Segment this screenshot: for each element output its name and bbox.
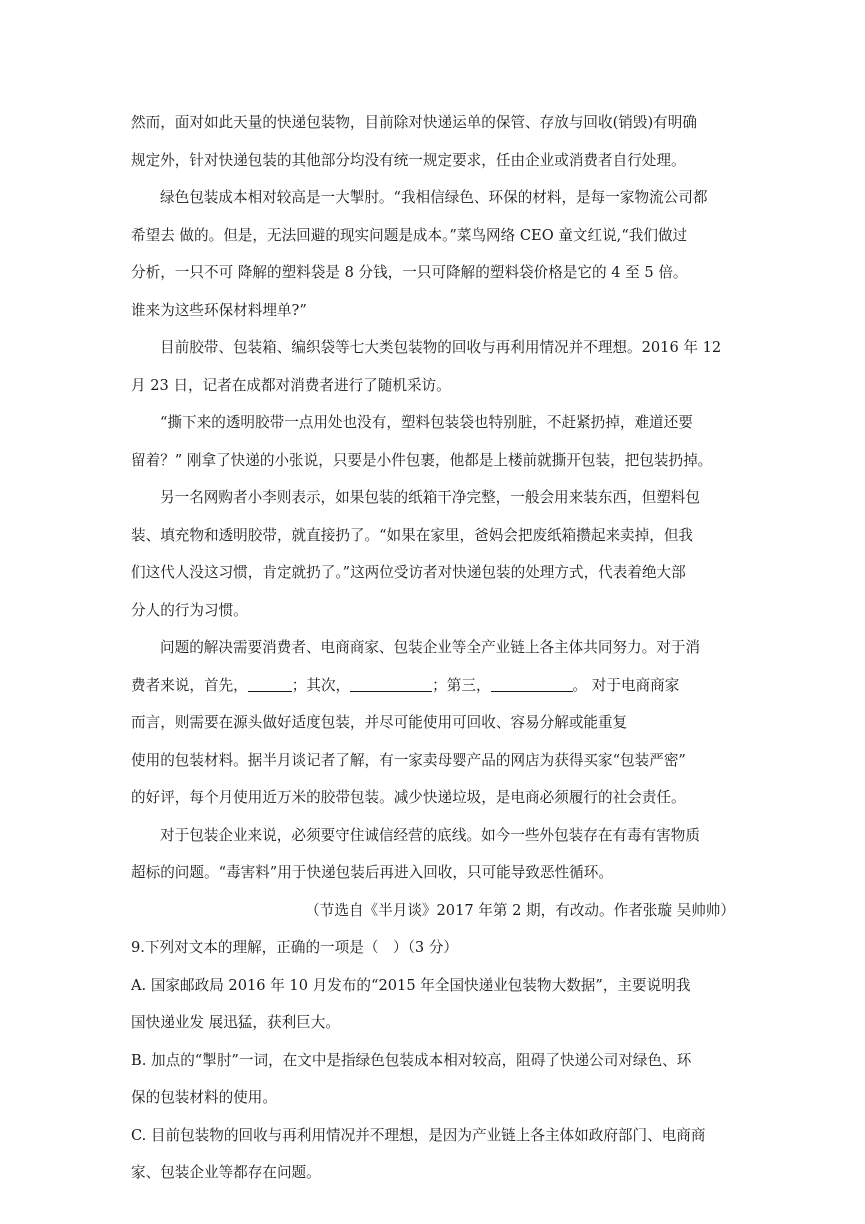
paragraph-line: 问题的解决需要消费者、电商商家、包装企业等全产业链上各主体共同努力。对于消 (160, 639, 700, 656)
paragraph-line: 使用的包装材料。据半月谈记者了解，有一家卖母婴产品的网店为获得买家“包装严密” (131, 751, 686, 769)
fill-in-text: ；第三， (432, 676, 491, 694)
paragraph-line: 对于包装企业来说，必须要守住诚信经营的底线。如今一些外包装存在有毒有害物质 (160, 826, 700, 844)
answer-blank-1[interactable] (248, 675, 292, 692)
paragraph-line: 另一名网购者小李则表示，如果包装的纸箱干净完整，一般会用来装东西，但塑料包 (160, 489, 700, 506)
answer-blank-2[interactable] (350, 675, 432, 692)
paragraph-line: 超标的问题。“毒害料”用于快递包装后再进入回收，只可能导致恶性循环。 (131, 864, 613, 881)
option-b-cont: 保的包装材料的使用。 (131, 1089, 277, 1106)
paragraph-line: 而言，则需要在源头做好适度包装，并尽可能使用可回收、容易分解或能重复 (131, 714, 628, 731)
paragraph-line: 希望去 做的。但是，无法回避的现实问题是成本。”菜鸟网络 CEO 童文红说,“我们做过 (131, 226, 688, 244)
paragraph-line: 的好评，每个月使用近万米的胶带包装。减少快递垃圾，是电商必须履行的社会责任。 (131, 789, 686, 806)
fill-in-line (131, 667, 743, 705)
option-b: B. 加点的“掣肘”一词，在文中是指绿色包装成本相对较高，阻碍了快递公司对绿色、环 (131, 1051, 692, 1069)
paragraph-line: 谁来为这些环保材料埋单?” (131, 301, 307, 319)
fill-in-text: 费者来说，首先， (131, 676, 248, 694)
document-page (131, 104, 743, 1192)
source-citation: （节选自《半月谈》2017 年第 2 期，有改动。作者张璇 吴帅帅） (305, 901, 735, 919)
paragraph-line: 留着？” 刚拿了快递的小张说，只要是小件包裹，他都是上楼前就撕开包装，把包装扔掉。 (131, 451, 713, 469)
paragraph-line: 目前胶带、包装箱、编织袋等七大类包装物的回收与再利用情况并不理想。2016 年 12 (160, 339, 722, 356)
answer-blank-3[interactable] (491, 675, 573, 692)
paragraph-line: 分人的行为习惯。 (131, 601, 248, 619)
paragraph-line: 月 23 日，记者在成都对消费者进行了随机采访。 (131, 376, 451, 394)
question-stem: 9.下列对文本的理解，正确的一项是（ ）（3 分） (131, 939, 459, 956)
paragraph-line: “撕下来的透明胶带一点用处也没有，塑料包装袋也特别脏，不赶紧扔掉，难道还要 (160, 414, 693, 431)
fill-in-text: 。 对于电商商家 (572, 676, 680, 694)
option-c-cont: 家、包装企业等都存在问题。 (131, 1164, 321, 1181)
paragraph-line: 分析，一只不可 降解的塑料袋是 8 分钱，一只可降解的塑料袋价格是它的 4 至 5 倍。 (131, 264, 688, 281)
paragraph-line: 装、填充物和透明胶带，就直接扔了。“如果在家里，爸妈会把废纸箱攒起来卖掉，但我 (131, 526, 694, 544)
option-a-cont: 国快递业发 展迅猛，获利巨大。 (131, 1014, 340, 1031)
paragraph-line: 然而，面对如此天量的快递包装物，目前除对快递运单的保管、存放与回收(销毁)有明确 (131, 114, 697, 131)
paragraph-line: 规定外，针对快递包装的其他部分均没有统一规定要求，任由企业或消费者自行处理。 (131, 151, 686, 169)
fill-in-text: ；其次， (291, 676, 351, 694)
paragraph-line: 们这代人没这习惯，肯定就扔了。”这两位受访者对快递包装的处理方式，代表着绝大部 (131, 564, 686, 581)
option-a: A. 国家邮政局 2016 年 10 月发布的“2015 年全国快递业包装物大数据”，主要说明我 (131, 976, 691, 994)
option-c: C. 目前包装物的回收与再利用情况并不理想，是因为产业链上各主体如政府部门、电商商 (131, 1126, 706, 1144)
paragraph-line: 绿色包装成本相对较高是一大掣肘。“我相信绿色、环保的材料，是每一家物流公司都 (160, 189, 708, 206)
